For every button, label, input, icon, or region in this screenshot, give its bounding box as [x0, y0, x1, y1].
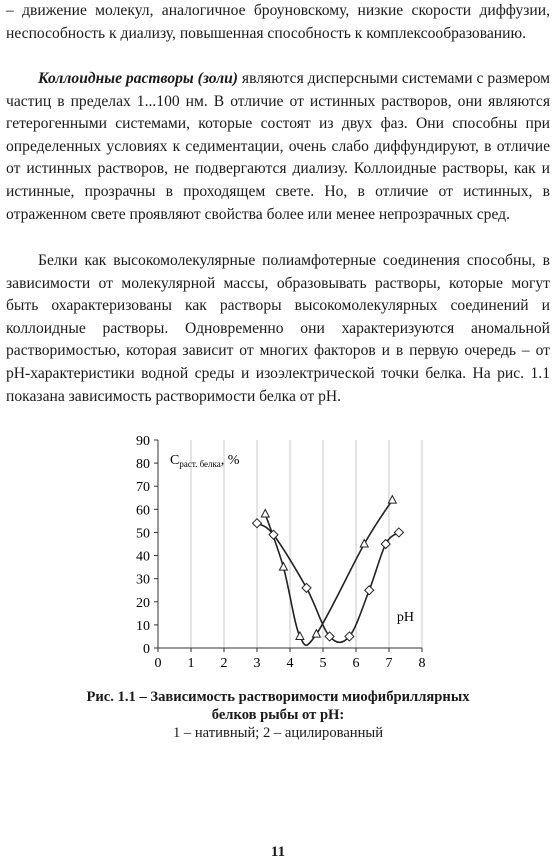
x-tick-label: 5 [319, 656, 327, 671]
y-tick-label: 30 [136, 572, 150, 588]
y-tick-label: 10 [136, 618, 150, 634]
series-2-point [394, 528, 403, 537]
figure-caption-legend: 1 – нативный; 2 – ацилированный [172, 725, 384, 741]
series-1-point [261, 509, 269, 517]
series-2-point [302, 583, 311, 592]
series-1-point [279, 563, 287, 571]
paragraph-3 [6, 250, 550, 408]
y-tick-label: 20 [136, 595, 150, 611]
chart-svg [120, 432, 440, 677]
paragraph-1-text: – движение молекул, аналогичное броуновскому, низкие скорости диффузии, неспособность к диализу, повышенная способность к комплексообразованию. [6, 2, 550, 42]
series-1-point [388, 496, 396, 504]
paragraph-2-text: являются дисперсными системами с размером частиц в пределах 1...100 нм. В отличие от истинных растворов, они являются гетерогенными системами, которые состоят из двух фаз. Они способны при определенных условиях к седиментации, очень слабо диффундируют, в отличие от истинных растворов, не подвергаются диализу. Коллоидные растворы, как и истинные, прозрачны в проходящем свете. Но, в отличие от истинных, в отраженном свете проявляют свойства более или менее непрозрачных сред. [6, 70, 551, 223]
x-tick-label: 3 [253, 656, 261, 671]
series-2-line [257, 523, 399, 642]
series-2-point [365, 586, 374, 595]
y-tick-label: 50 [136, 526, 150, 542]
x-tick-label: 7 [385, 656, 393, 671]
paragraph-2-lead: Коллоидные растворы (золи) [38, 70, 239, 87]
paragraph-1 [6, 0, 550, 45]
x-tick-label: 4 [286, 656, 294, 671]
page-number: 11 [270, 844, 286, 860]
series-1-line [265, 500, 392, 645]
y-tick-label: 70 [136, 480, 150, 496]
series-2-point [253, 519, 262, 528]
x-axis-label: рН [396, 609, 414, 625]
y-tick-label: 40 [136, 549, 150, 565]
x-tick-label: 6 [352, 656, 360, 671]
y-tick-label: 0 [143, 642, 150, 657]
series-1-point [296, 632, 304, 640]
figure-caption-subtitle: белков рыбы от рН: [211, 707, 345, 723]
x-tick-label: 1 [187, 656, 195, 671]
x-tick-label: 0 [154, 656, 162, 671]
y-axis-label: $С_{раст. белка}$, % [170, 453, 240, 469]
figure-caption-title: Рис. 1.1 – Зависимость растворимости миофибриллярных [86, 689, 470, 705]
x-tick-label: 2 [220, 656, 228, 671]
y-tick-label: 90 [136, 434, 150, 449]
x-tick-label: 8 [418, 656, 426, 671]
paragraph-2 [6, 68, 550, 226]
y-tick-label: 60 [136, 503, 150, 519]
y-tick-label: 80 [136, 457, 150, 473]
solubility-chart [120, 432, 440, 677]
paragraph-3-text: Белки как высокомолекулярные полиамфотерные соединения способны, в зависимости от молекулярной массы, образовывать растворы, которые могут быть охарактеризованы как растворы высокомолекулярных соединений и коллоидные растворы. Одновременно они характеризуются аномальной растворимостью, которая зависит от многих факторов и в первую очередь – от рН-характеристики водной среды и изоэлектрической точки белка. На рис. 1.1 показана зависимость растворимости белка от рН. [6, 252, 550, 405]
